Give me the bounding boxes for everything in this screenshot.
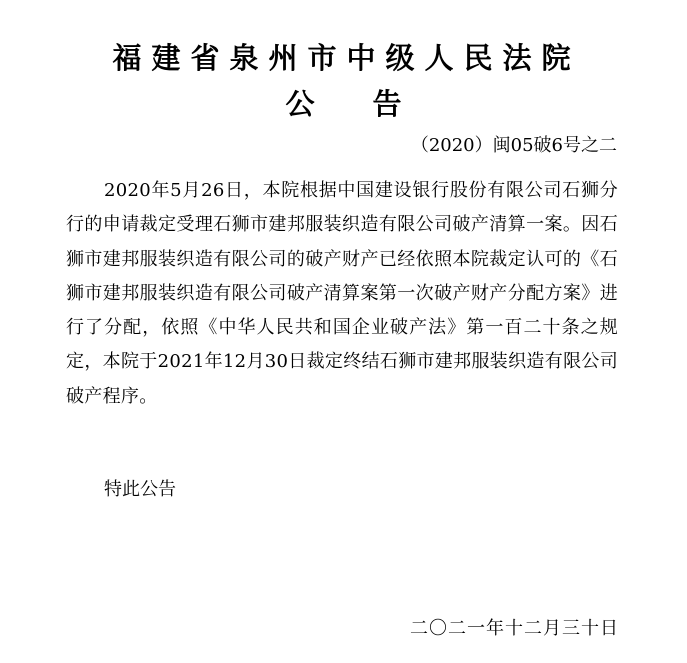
- case-number: （2020）闽05破6号之二: [410, 135, 617, 156]
- notice-title-left-char: 公: [285, 87, 315, 121]
- notice-title: [0, 84, 687, 124]
- notice-title-right-char: 告: [372, 87, 402, 121]
- notice-body-paragraph: 2020年5月26日，本院根据中国建设银行股份有限公司石狮分行的申请裁定受理石狮市建邦服装织造有限公司破产清算一案。因石狮市建邦服装织造有限公司的破产财产已经依照本院裁定认可的《石狮市建邦服装织造有限公司破产清算案第一次破产财产分配方案》进行了分配，依照《中华人民共和国企业破产法》第一百二十条之规定，本院于2021年12月30日裁定终结石狮市建邦服装织造有限公司破产程序。: [66, 180, 618, 407]
- closing-phrase: 特此公告: [104, 479, 176, 500]
- notice-date: 二〇二一年十二月三十日: [410, 618, 619, 639]
- court-name-heading: 福建省泉州市中级人民法院: [112, 41, 581, 75]
